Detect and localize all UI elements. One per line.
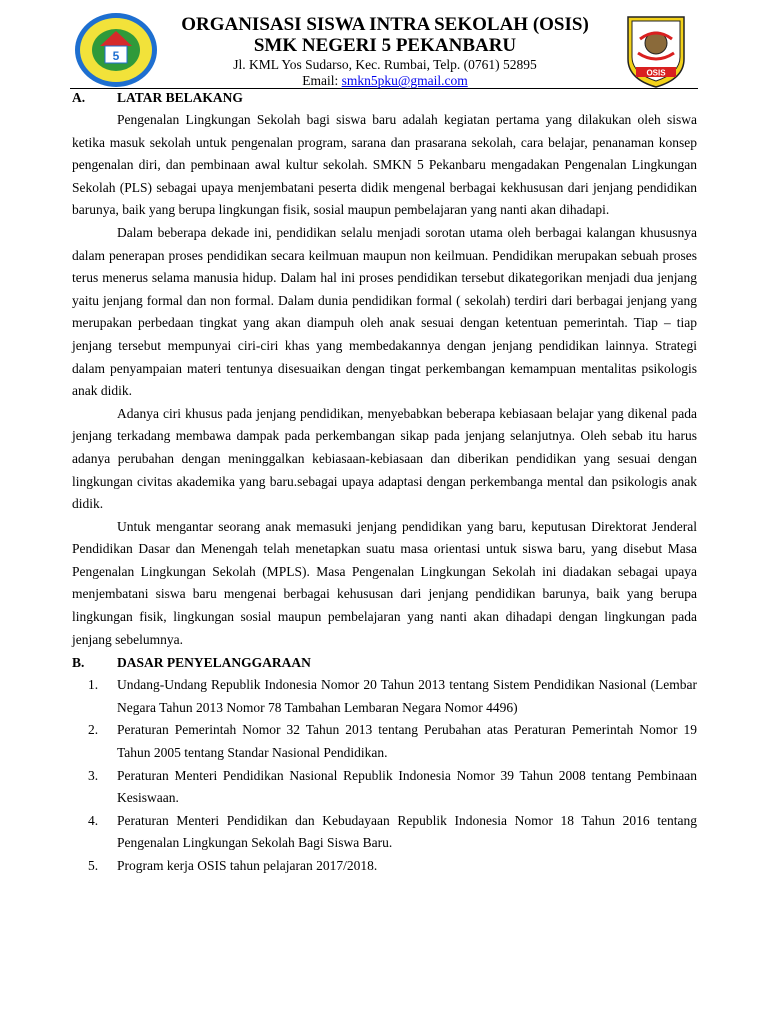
document-body: [72, 87, 697, 878]
list-text: Undang-Undang Republik Indonesia Nomor 20 Tahun 2013 tentang Sistem Pendidikan Nasional (Lembar Negara Tahun 2013 Nomor 78 Tambahan Lembaran Negara Nomor 4496): [117, 677, 697, 715]
list-text: Peraturan Pemerintah Nomor 32 Tahun 2013 tentang Perubahan atas Peraturan Pemerintah Nomor 19 Tahun 2005 tentang Standar Nasional Pendidikan.: [117, 722, 697, 761]
list-item: [72, 719, 697, 764]
list-number: 2.: [88, 722, 99, 738]
email-label: Email:: [302, 73, 342, 88]
paragraph: Untuk mengantar seorang anak memasuki jenjang pendidikan yang baru, keputusan Direktorat Jenderal Pendidikan Dasar dan Menengah telah menetapkan suatu masa orientasi untuk siswa baru, yang disebut Masa Pengenalan Lingkungan Sekolah (MPLS). Masa Pengenalan Lingkungan Sekolah ini diadakan sebagai upaya menjembatani siswa baru mengenai berbagai kehususan dari jenjang pendidikan barunya, baik yang berupa lingkungan fisik, lingkungan sosial maupun pembelajaran yang nanti akan dihadapi dengan lingkungan pada jenjang sebelumnya.: [72, 518, 697, 647]
section-number: A.: [72, 90, 86, 105]
paragraph: Adanya ciri khusus pada jenjang pendidikan, menyebabkan beberapa kebiasaan belajar yang dikenal pada jenjang terkadang membawa dampak pada perkembangan sikap pada jenjang selanjutnya. Oleh sebab itu harus adanya perubahan dengan meninggalkan kebiasaan-kebiasaan dan diberikan pendidikan yang sesuai dengan lingkungan civitas akademika yang baru.sebagai upaya adaptasi dengan perkembanga mental dan psikologis anak didik.: [72, 405, 697, 512]
list-text: Peraturan Menteri Pendidikan dan Kebudayaan Republik Indonesia Nomor 18 Tahun 2016 tentang Pengenalan Lingkungan Sekolah Bagi Siswa Baru.: [117, 812, 697, 851]
section-number: B.: [72, 655, 85, 671]
list-text: Peraturan Menteri Pendidikan Nasional Republik Indonesia Nomor 39 Tahun 2008 tentang Pembinaan Kesiswaan.: [117, 767, 697, 806]
org-name: ORGANISASI SISWA INTRA SEKOLAH (OSIS): [181, 14, 589, 35]
email-link[interactable]: smkn5pku@gmail.com: [341, 73, 468, 88]
list-item: [72, 810, 697, 855]
list-number: 4.: [88, 812, 99, 828]
school-name: SMK NEGERI 5 PEKANBARU: [253, 35, 517, 56]
list-number: 1.: [88, 677, 99, 693]
list-text: Program kerja OSIS tahun pelajaran 2017/2018.: [117, 858, 378, 873]
section-title: DASAR PENYELANGGARAAN: [117, 655, 311, 671]
legal-basis-list: [72, 674, 697, 877]
list-number: 5.: [88, 858, 99, 873]
school-address: Jl. KML Yos Sudarso, Kec. Rumbai, Telp. (0761) 52895: [233, 57, 537, 72]
logo-number: 5: [112, 49, 120, 63]
paragraph: Pengenalan Lingkungan Sekolah bagi siswa baru adalah kegiatan pertama yang dilakukan oleh siswa ketika masuk sekolah untuk pengenalan program, sarana dan prasarana sekolah, cara belajar, penanaman konsep pengenalan diri, dan pembinaan awal kultur sekolah. SMKN 5 Pekanbaru mengadakan Pengenalan Lingkungan Sekolah (PLS) sebagai upaya menjembatani peserta didik mengenal berbagai kekhususan dari jenjang pendidikan barunya, baik yang berupa lingkungan fisik, sosial maupun pembelajaran yang nanti akan dihadapi.: [72, 112, 697, 218]
osis-logo: [622, 9, 690, 89]
section-b-heading: [72, 652, 697, 674]
list-item: [72, 855, 697, 878]
list-item: [72, 765, 697, 810]
osis-logo-label: OSIS: [646, 68, 666, 78]
letterhead: [160, 14, 610, 89]
section-title: LATAR BELAKANG: [117, 90, 243, 105]
paragraph: Dalam beberapa dekade ini, pendidikan selalu menjadi sorotan utama oleh berbagai kalangan khususnya dalam penerapan proses pendidikan secara keilmuan maupun non keilmuan. Pendidikan merupakan sebuah proses terus menerus selama manusia hidup. Dalam hal ini proses pendidikan tersebut dikategorikan menjadi dua jenjang yaitu jenjang formal dan non formal. Dalam dunia pendidikan formal ( sekolah) terdiri dari berbagai jenjang yang merupakan perbedaan tingkat yang akan diampuh oleh anak sesuai dengan ketentuan pemerintah. Tiap – tiap jenjang tersebut mempunyai ciri-ciri khas yang membedakannya dengan jenjang pendidikan lainnya. Strategi dalam penyampaian materi tentunya disesuaikan dengan tingat perkembangan kemampuan mentalitas psikologis anak didik.: [72, 224, 697, 399]
list-number: 3.: [88, 767, 99, 783]
section-a-heading: [72, 87, 697, 109]
school-logo: [74, 12, 158, 88]
list-item: [72, 674, 697, 719]
